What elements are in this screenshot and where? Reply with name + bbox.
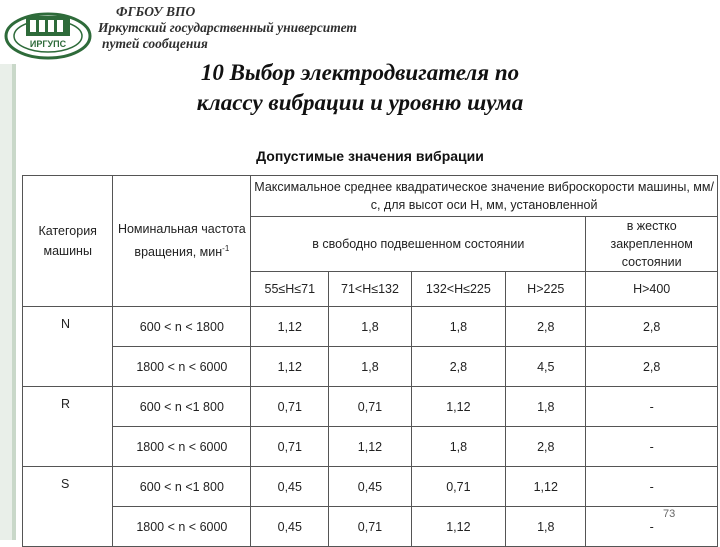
- header-height-3: 132<H≤225: [411, 272, 506, 307]
- value-cell: -: [586, 467, 718, 507]
- header-height-4: H>225: [506, 272, 586, 307]
- table-row: [23, 307, 718, 347]
- frequency-cell: 1800 < n < 6000: [113, 427, 251, 467]
- value-cell: 1,8: [411, 307, 506, 347]
- slide-title: [140, 58, 580, 118]
- value-cell: 2,8: [586, 347, 718, 387]
- side-decoration-inner: [12, 64, 16, 540]
- logo-text: ИРГУПС: [29, 39, 67, 49]
- frequency-cell: 1800 < n < 6000: [113, 347, 251, 387]
- value-cell: 2,8: [506, 427, 586, 467]
- frequency-cell: 600 < n < 1800: [113, 307, 251, 347]
- value-cell: 0,71: [251, 427, 329, 467]
- value-cell: 2,8: [586, 307, 718, 347]
- value-cell: 0,71: [411, 467, 506, 507]
- header-height-5: H>400: [586, 272, 718, 307]
- header-frequency-text: Номинальная частота вращения, мин: [117, 222, 246, 260]
- table-row: [23, 427, 718, 467]
- value-cell: 0,71: [329, 507, 411, 547]
- category-cell: S: [23, 467, 113, 547]
- header-height-2: 71<H≤132: [329, 272, 411, 307]
- org-line-2: Иркутский государственный университет: [98, 20, 357, 35]
- header-height-1: 55≤H≤71: [251, 272, 329, 307]
- table-caption: Допустимые значения вибрации: [256, 148, 484, 164]
- table-row: [23, 347, 718, 387]
- side-decoration: [0, 64, 12, 540]
- value-cell: 1,8: [506, 387, 586, 427]
- frequency-cell: 1800 < n < 6000: [113, 507, 251, 547]
- value-cell: 0,71: [251, 387, 329, 427]
- value-cell: 2,8: [411, 347, 506, 387]
- value-cell: 1,12: [329, 427, 411, 467]
- header-frequency-sup: -1: [222, 244, 230, 254]
- value-cell: -: [586, 387, 718, 427]
- value-cell: 1,8: [506, 507, 586, 547]
- value-cell: -: [586, 427, 718, 467]
- value-cell: 1,8: [329, 347, 411, 387]
- value-cell: 0,45: [251, 507, 329, 547]
- slide-title-line-1: 10 Выбор электродвигателя по: [200, 60, 520, 85]
- value-cell: 2,8: [506, 307, 586, 347]
- value-cell: 0,71: [329, 387, 411, 427]
- value-cell: 0,45: [329, 467, 411, 507]
- value-cell: 1,12: [411, 387, 506, 427]
- table-row: [23, 507, 718, 547]
- slide-title-line-2: классу вибрации и уровню шума: [196, 90, 524, 115]
- university-logo: [4, 6, 92, 62]
- org-line-1: ФГБОУ ВПО: [116, 4, 196, 19]
- value-cell: 1,12: [506, 467, 586, 507]
- value-cell: 1,12: [251, 347, 329, 387]
- header-max-velocity: Максимальное среднее квадратическое значение виброскорости машины, мм/с, для высот оси H, мм, установленной: [251, 176, 718, 217]
- header-free-state: в свободно подвешенном состоянии: [251, 217, 586, 272]
- page-number: 73: [663, 508, 676, 520]
- organization-name: [98, 4, 398, 52]
- header-frequency: [113, 176, 251, 307]
- value-cell: 0,45: [251, 467, 329, 507]
- vibration-table: [22, 175, 718, 547]
- frequency-cell: 600 < n <1 800: [113, 467, 251, 507]
- value-cell: -: [586, 507, 718, 547]
- value-cell: 1,12: [251, 307, 329, 347]
- table-row: [23, 387, 718, 427]
- value-cell: 4,5: [506, 347, 586, 387]
- category-cell: N: [23, 307, 113, 387]
- category-cell: R: [23, 387, 113, 467]
- header-category: Категория машины: [23, 176, 113, 307]
- header-rigid-state: в жестко закрепленном состоянии: [586, 217, 718, 272]
- org-line-3: путей сообщения: [102, 36, 208, 51]
- value-cell: 1,8: [329, 307, 411, 347]
- value-cell: 1,8: [411, 427, 506, 467]
- table-row: [23, 467, 718, 507]
- value-cell: 1,12: [411, 507, 506, 547]
- frequency-cell: 600 < n <1 800: [113, 387, 251, 427]
